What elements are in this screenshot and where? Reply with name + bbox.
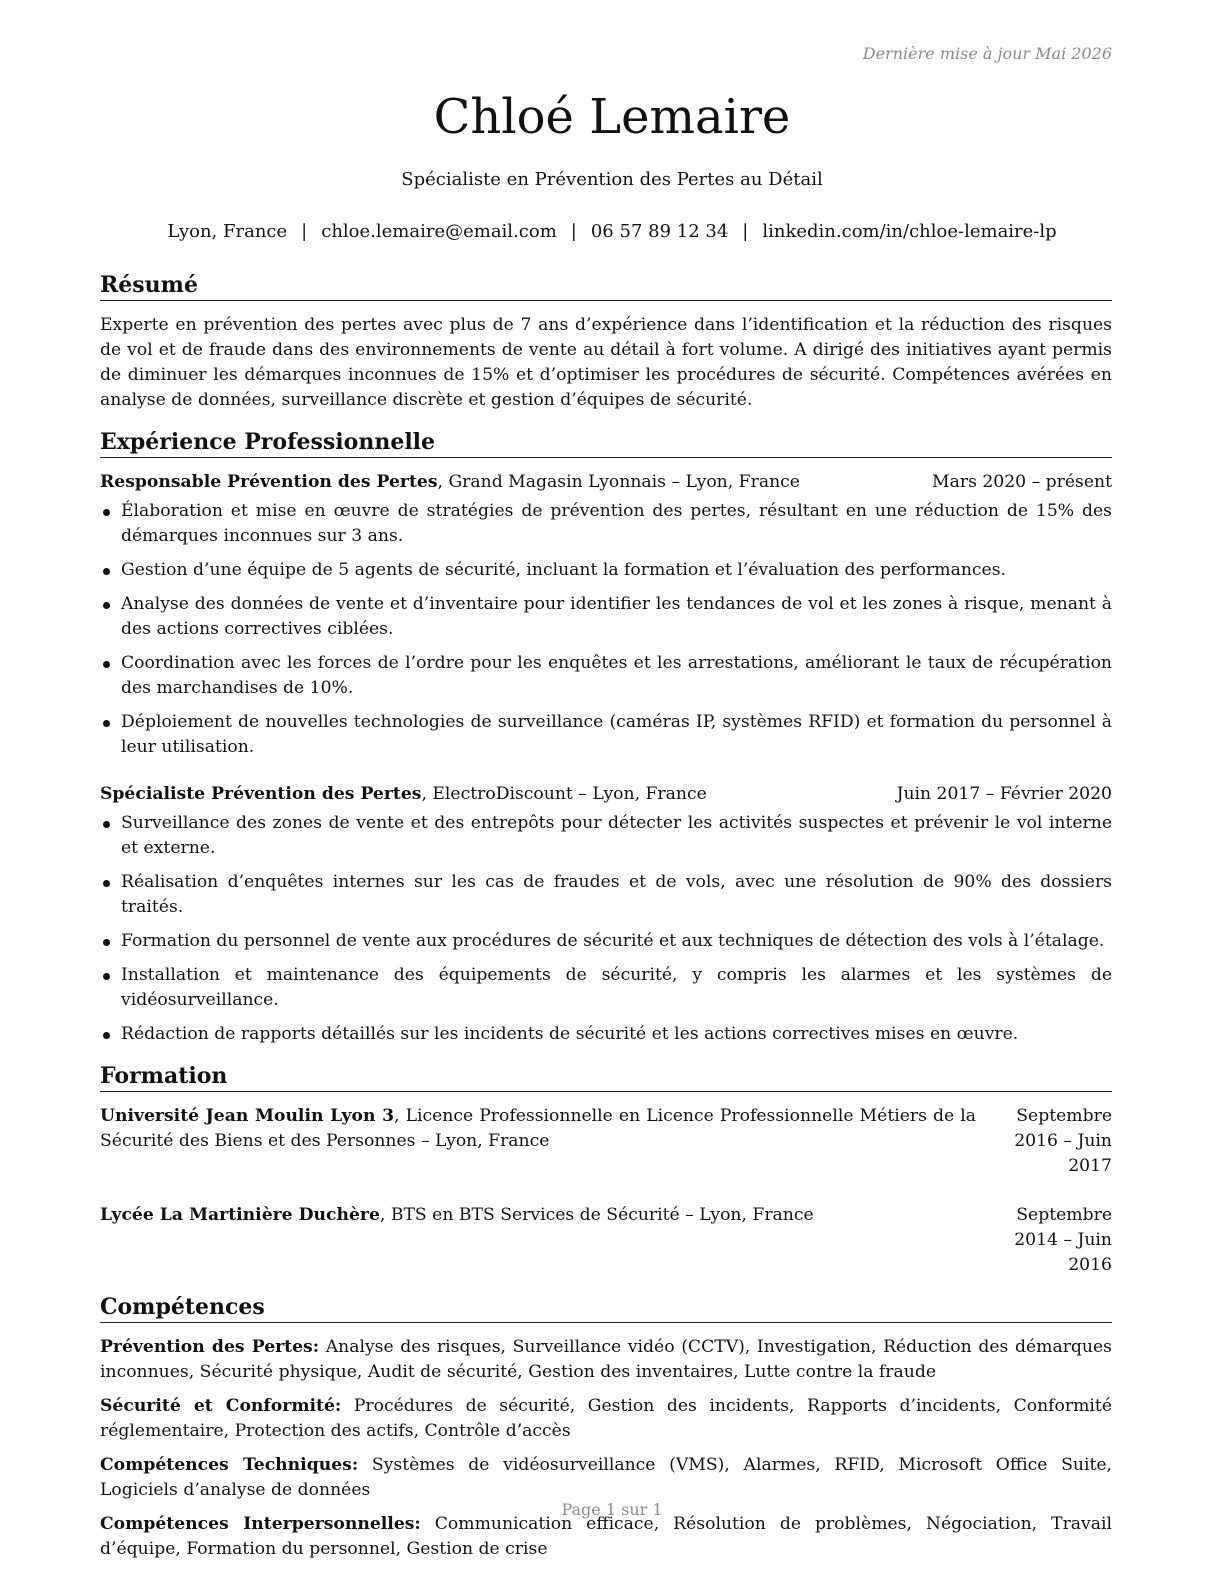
- skill-label: Prévention des Pertes:: [100, 1337, 320, 1357]
- resume-body: [100, 270, 1112, 1571]
- job-bullets: [100, 811, 1112, 1047]
- education-dates: Septembre 2016 – Juin 2017: [1014, 1106, 1112, 1176]
- education-item: [100, 1203, 1112, 1278]
- education-degree: , BTS en BTS Services de Sécurité – Lyon, France: [379, 1205, 814, 1225]
- last-updated: Dernière mise à jour Mai 2026: [862, 44, 1112, 63]
- education-details: [100, 1104, 976, 1179]
- section-title-skills: Compétences: [100, 1292, 1112, 1323]
- skill-items: Procédures de sécurité, Gestion des incidents, Rapports d’incidents, Conformité réglementaire, Protection des actifs, Contrôle d’accès: [100, 1396, 1112, 1441]
- education-details: [100, 1203, 976, 1278]
- skill-label: Sécurité et Conformité:: [100, 1396, 342, 1416]
- job-bullet: Coordination avec les forces de l’ordre pour les enquêtes et les arrestations, améliorant le taux de récupération des marchandises de 10%.: [100, 651, 1112, 701]
- job-employer: , Grand Magasin Lyonnais – Lyon, France: [437, 472, 800, 492]
- education-school: Université Jean Moulin Lyon 3: [100, 1106, 395, 1126]
- contact-email[interactable]: chloe.lemaire@email.com: [321, 221, 557, 242]
- job-bullet: Réalisation d’enquêtes internes sur les cas de fraudes et de vols, avec une résolution de 90% des dossiers traités.: [100, 870, 1112, 920]
- job-bullet: Élaboration et mise en œuvre de stratégies de prévention des pertes, résultant en une réduction de 15% des démarques inconnues sur 3 ans.: [100, 499, 1112, 549]
- contact-linkedin[interactable]: linkedin.com/in/chloe-lemaire-lp: [762, 221, 1057, 242]
- section-title-experience: Expérience Professionnelle: [100, 427, 1112, 458]
- job-employer: , ElectroDiscount – Lyon, France: [421, 784, 707, 804]
- job-bullet: Installation et maintenance des équipements de sécurité, y compris les alarmes et les systèmes de vidéosurveillance.: [100, 963, 1112, 1013]
- candidate-name: Chloé Lemaire: [433, 89, 791, 145]
- job-bullets: [100, 499, 1112, 760]
- page-number: Page 1 sur 1: [561, 1500, 663, 1519]
- job-dates: Juin 2017 – Février 2020: [896, 784, 1112, 804]
- job-bullet: Gestion d’une équipe de 5 agents de sécurité, incluant la formation et l’évaluation des performances.: [100, 558, 1112, 583]
- skill-items: Communication efficace, Résolution de problèmes, Négociation, Travail d’équipe, Formation du personnel, Gestion de crise: [100, 1514, 1112, 1559]
- education-item: [100, 1104, 1112, 1179]
- job-title-line: [100, 782, 707, 807]
- skill-group: [100, 1335, 1112, 1385]
- job-header: [100, 470, 1112, 495]
- skill-group: [100, 1453, 1112, 1503]
- job-bullet: Formation du personnel de vente aux procédures de sécurité et aux techniques de détection des vols à l’étalage.: [100, 929, 1112, 954]
- job-bullet: Rédaction de rapports détaillés sur les incidents de sécurité et les actions correctives mises en œuvre.: [100, 1022, 1112, 1047]
- job-bullet: Analyse des données de vente et d’inventaire pour identifier les tendances de vol et les zones à risque, menant à des actions correctives ciblées.: [100, 592, 1112, 642]
- contact-phone[interactable]: 06 57 89 12 34: [590, 221, 729, 242]
- skill-group: [100, 1394, 1112, 1444]
- section-title-education: Formation: [100, 1061, 1112, 1092]
- job-role: Spécialiste Prévention des Pertes: [100, 784, 422, 804]
- education-dates: Septembre 2014 – Juin 2016: [1014, 1205, 1112, 1275]
- education-school: Lycée La Martinière Duchère: [100, 1205, 380, 1225]
- job-bullet: Surveillance des zones de vente et des entrepôts pour détecter les activités suspectes et prévenir le vol interne et externe.: [100, 811, 1112, 861]
- contact-separator: |: [570, 221, 577, 242]
- job-title-line: [100, 470, 800, 495]
- skill-label: Compétences Techniques:: [100, 1455, 359, 1475]
- contact-line: [0, 219, 1224, 245]
- skill-items: Analyse des risques, Surveillance vidéo (CCTV), Investigation, Réduction des démarques inconnues, Sécurité physique, Audit de sécurité, Gestion des inventaires, Lutte contre la fraude: [100, 1337, 1112, 1382]
- job-header: [100, 782, 1112, 807]
- job-bullet: Déploiement de nouvelles technologies de surveillance (caméras IP, systèmes RFID) et formation du personnel à leur utilisation.: [100, 710, 1112, 760]
- skill-items: Systèmes de vidéosurveillance (VMS), Alarmes, RFID, Microsoft Office Suite, Logiciels d’analyse de données: [100, 1455, 1112, 1500]
- job-dates: Mars 2020 – présent: [932, 472, 1112, 492]
- skill-group: [100, 1512, 1112, 1562]
- job-role: Responsable Prévention des Pertes: [100, 472, 438, 492]
- skill-label: Compétences Interpersonnelles:: [100, 1514, 421, 1534]
- contact-separator: |: [742, 221, 749, 242]
- section-title-summary: Résumé: [100, 270, 1112, 301]
- candidate-headline: Spécialiste en Prévention des Pertes au Détail: [401, 169, 823, 190]
- education-degree: , Licence Professionnelle en Licence Professionnelle Métiers de la Sécurité des Biens et des Personnes – Lyon, France: [100, 1106, 976, 1151]
- contact-location: Lyon, France: [167, 221, 288, 242]
- contact-separator: |: [301, 221, 308, 242]
- summary-text: Experte en prévention des pertes avec plus de 7 ans d’expérience dans l’identification et la réduction des risques de vol et de fraude dans des environnements de vente au détail à fort volume. A dirigé des initiatives ayant permis de diminuer les démarques inconnues de 15% et d’optimiser les procédures de sécurité. Compétences avérées en analyse de données, surveillance discrète et gestion d’équipes de sécurité.: [100, 315, 1112, 410]
